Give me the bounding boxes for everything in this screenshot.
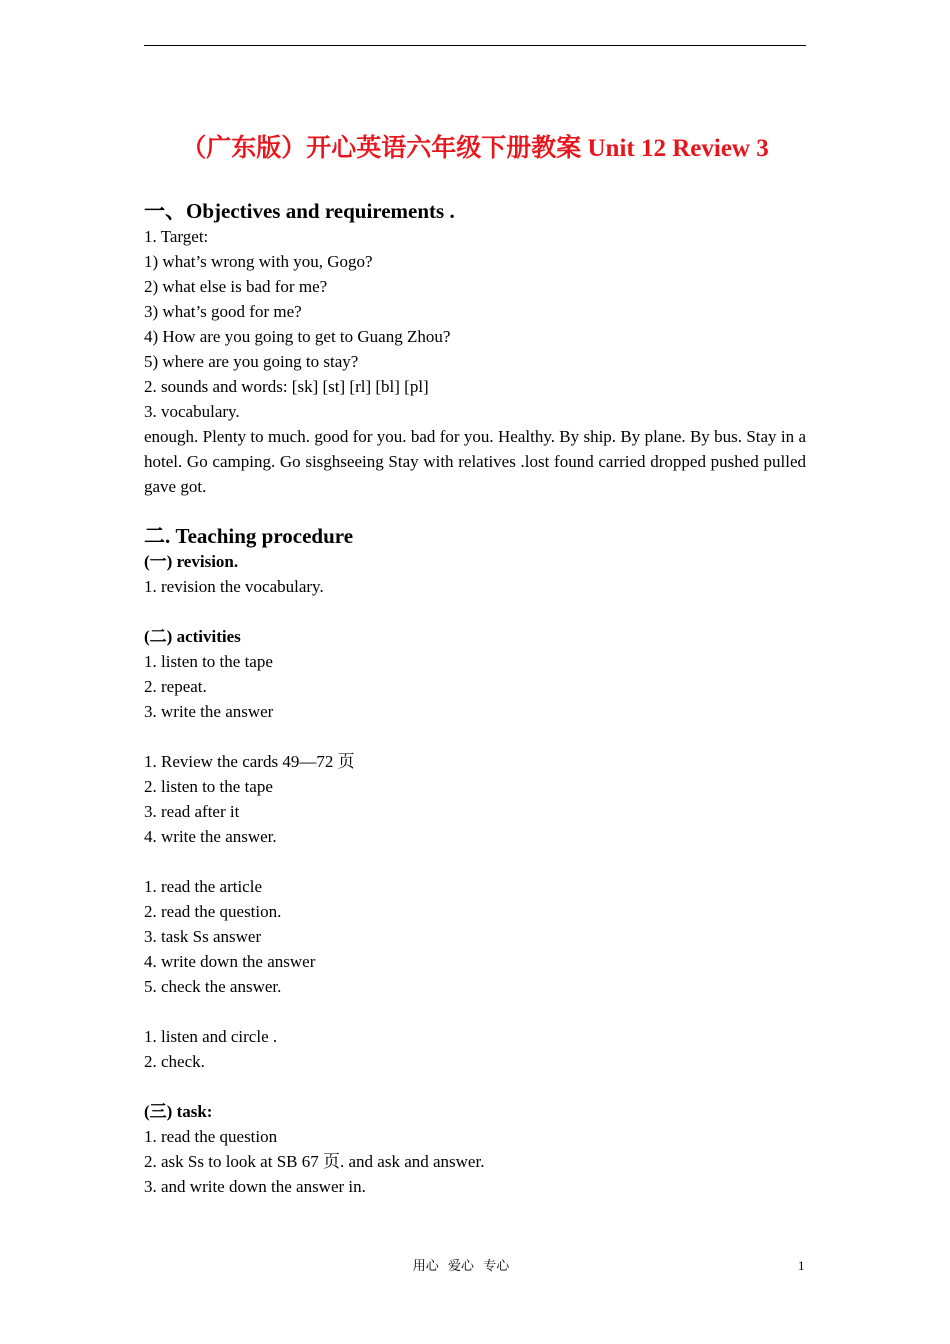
activity-line: 2. read the question. — [144, 902, 282, 921]
task-heading: (三) task: — [144, 1102, 213, 1121]
spacer — [144, 999, 806, 1024]
activity-line: 1. listen and circle . — [144, 1027, 278, 1046]
activity-line: 4. write down the answer — [144, 952, 316, 971]
revision-line: 1. revision the vocabulary. — [144, 577, 324, 596]
activity-line: 3. write the answer — [144, 702, 274, 721]
spacer — [144, 499, 806, 524]
header-rule — [144, 45, 806, 46]
vocabulary-paragraph: enough. Plenty to much. good for you. bad for you. Healthy. By ship. By plane. By bus. Stay in a hotel. Go camping. Go sisghseeing Stay with relatives .lost found carried dropped pushed pulled gave got. — [144, 427, 806, 496]
objective-line: 1. Target: — [144, 227, 209, 246]
spacer — [144, 599, 806, 624]
revision-heading: (一) revision. — [144, 552, 239, 571]
objective-line: 2. sounds and words: [sk] [st] [rl] [bl] [pl] — [144, 377, 429, 396]
activity-line: 3. task Ss answer — [144, 927, 262, 946]
footer-motto: 用心 爱心 专心 — [412, 1258, 510, 1273]
section-procedure-heading: 二. Teaching procedure — [144, 524, 354, 548]
objective-line: 2) what else is bad for me? — [144, 277, 328, 296]
objective-line: 3) what’s good for me? — [144, 302, 302, 321]
objective-line: 4) How are you going to get to Guang Zhou? — [144, 327, 451, 346]
spacer — [144, 849, 806, 874]
task-line: 2. ask Ss to look at SB 67 页. and ask and answer. — [144, 1152, 485, 1171]
task-line: 3. and write down the answer in. — [144, 1177, 366, 1196]
document-body — [144, 199, 806, 1199]
activity-line: 1. Review the cards 49—72 页 — [144, 752, 355, 771]
activity-line: 4. write the answer. — [144, 827, 277, 846]
activities-heading: (二) activities — [144, 627, 241, 646]
objective-line: 3. vocabulary. — [144, 402, 240, 421]
activity-line: 5. check the answer. — [144, 977, 282, 996]
spacer — [144, 1074, 806, 1099]
page-number: 1 — [798, 1258, 805, 1273]
activity-line: 3. read after it — [144, 802, 240, 821]
objective-line: 1) what’s wrong with you, Gogo? — [144, 252, 373, 271]
activity-line: 1. listen to the tape — [144, 652, 273, 671]
activity-line: 1. read the article — [144, 877, 262, 896]
objective-line: 5) where are you going to stay? — [144, 352, 359, 371]
section-objectives-heading: 一、Objectives and requirements . — [144, 199, 455, 223]
activity-line: 2. repeat. — [144, 677, 207, 696]
activity-line: 2. check. — [144, 1052, 205, 1071]
spacer — [144, 724, 806, 749]
document-title: （广东版）开心英语六年级下册教案 Unit 12 Review 3 — [181, 135, 769, 162]
activity-line: 2. listen to the tape — [144, 777, 273, 796]
task-line: 1. read the question — [144, 1127, 278, 1146]
